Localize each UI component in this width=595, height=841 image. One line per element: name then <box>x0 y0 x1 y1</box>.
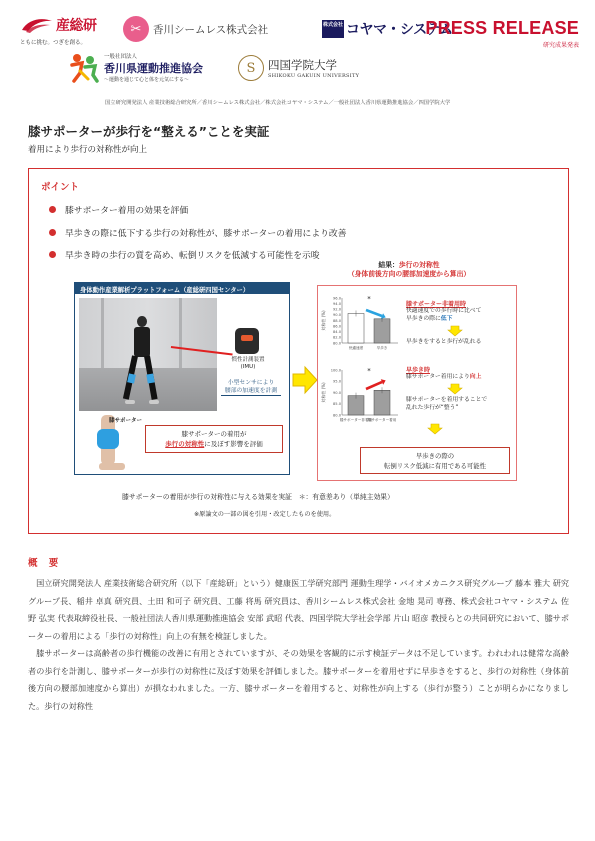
point-item <box>49 248 347 261</box>
trend-arrow <box>366 310 382 316</box>
page-subtitle: 着用により歩行の対称性が向上 <box>28 145 148 155</box>
press-release-title: PRESS RELEASE <box>425 18 579 38</box>
y-axis-label: 対称性 (%) <box>321 382 326 403</box>
shikoku-gakuin-logo <box>238 55 359 81</box>
university-name: 四国学院大学 <box>268 58 337 72</box>
y-tick-label: 80.0 <box>332 341 341 346</box>
point-item <box>49 203 347 216</box>
kagawa-name: 香川シームレス株式会社 <box>153 23 269 36</box>
y-tick-label: 84.0 <box>332 330 341 335</box>
kagawa-sports-association-logo <box>68 52 203 83</box>
brace-description: 膝サポーター着用により向上 <box>406 374 482 380</box>
point-text: 膝サポーター着用の効果を評価 <box>65 206 189 216</box>
aist-swoosh-icon <box>20 17 54 33</box>
university-name-en: SHIKOKU GAKUIN UNIVERSITY <box>268 73 360 79</box>
kagawa-mark-icon: ✂ <box>123 16 149 42</box>
x-tick-label: 早歩き <box>376 346 388 350</box>
no-brace-description: 快適速度での歩行時に比べて 早歩きの際に低下 <box>406 308 482 322</box>
point-item <box>49 226 347 239</box>
experiment-caption: 膝サポーターの着用が 歩行の対称性に及ぼす影響を評価 <box>145 425 283 453</box>
bar <box>348 313 364 343</box>
page-title: 膝サポーターが歩行を“整える”ことを実証 <box>28 124 270 139</box>
result-figure <box>317 285 517 481</box>
significance-star: * <box>367 295 371 303</box>
down-arrow-icon <box>428 424 442 434</box>
points-box <box>28 168 569 534</box>
y-tick-label: 96.0 <box>332 296 341 301</box>
experiment-figure <box>74 282 290 475</box>
aist-tagline: ともに挑む。つぎを創る。 <box>20 40 87 46</box>
y-tick-label: 86.0 <box>332 324 341 329</box>
koyama-name: コヤマ・システム <box>346 22 453 38</box>
bar <box>374 390 390 415</box>
koyama-mark: 株式会社 <box>322 20 344 38</box>
y-tick-label: 85.0 <box>332 402 341 407</box>
association-tagline: 〜運動を通じて心と体を元気にする〜 <box>104 77 190 83</box>
x-tick-label: 快適速度 <box>348 346 364 350</box>
bullet-dot-icon <box>49 229 56 236</box>
figure-source-note: ※原論文の一部の図を引用・改定したものを使用。 <box>194 511 336 518</box>
trend-arrow <box>366 382 382 389</box>
y-tick-label: 88.0 <box>332 318 341 323</box>
walking-photo <box>79 298 217 411</box>
point-text: 早歩きの際に低下する歩行の対称性が、膝サポーターの着用により改善 <box>65 228 347 239</box>
y-tick-label: 90.0 <box>332 390 341 395</box>
knee-brace-label: 膝サポーター <box>109 418 143 424</box>
overview-heading: 概 要 <box>28 558 63 569</box>
figure-caption: 膝サポーターの着用が歩行の対称性に与える効果を実証 ＊：有意差あり（単純主効果） <box>122 493 394 501</box>
y-tick-label: 92.0 <box>332 307 341 312</box>
sensor-note: 小型センサにより 腰部の加速度を計測 <box>221 380 281 396</box>
brace-conclusion: 膝サポーターを着用することで 乱れた歩行が“整う” <box>406 397 488 411</box>
y-tick-label: 80.0 <box>332 413 341 418</box>
points-heading: ポイント <box>41 182 80 193</box>
significance-star: * <box>367 367 371 375</box>
points-list <box>49 203 347 271</box>
x-tick-label: 膝サポーター非着用 <box>339 418 373 422</box>
overview-body <box>28 575 569 715</box>
down-arrow-icon <box>448 384 462 394</box>
y-tick-label: 82.0 <box>332 335 341 340</box>
bullet-dot-icon <box>49 206 56 213</box>
no-brace-conclusion: 早歩きをすると歩行が乱れる <box>406 339 482 345</box>
experiment-figure-header: 身体動作産業解析プラットフォーム（産総研四国センター） <box>75 283 289 294</box>
right-arrow-icon <box>293 367 317 393</box>
association-type: 一般社団法人 <box>104 54 138 60</box>
imu-device-icon <box>235 328 259 354</box>
organization-line: 国立研究開発法人 産業技術総合研究所／香川シームレス株式会社／株式会社コヤマ・システム／一般社団法人香川県運動推進協会／四国学院大学 <box>105 100 451 106</box>
running-people-icon <box>68 53 100 83</box>
imu-label: 慣性計測装置 (IMU) <box>231 357 265 370</box>
press-release-label <box>425 18 579 49</box>
university-seal-icon: S <box>238 55 264 81</box>
y-tick-label: 100.0 <box>330 368 341 373</box>
x-tick-label: 膝サポーター着用 <box>367 418 397 422</box>
result-heading: 結果：歩行の対称性 （身体前後方向の腰部加速度から算出） <box>347 261 471 278</box>
y-tick-label: 90.0 <box>332 313 341 318</box>
caption-highlight: 歩行の対称性 <box>165 440 205 448</box>
overview-paragraph: 国立研究開発法人 産業技術総合研究所（以下「産総研」という）健康医工学研究部門 運動生理学・バイオメカニクス研究グループ 藤本 雅大 研究グループ長、稲井 卓真 研究員、土田 和可子 研究員、工藤 将馬 研究員は、香川シームレス株式会社 金地 晃司 専務、株式会社コヤマ・システム 佐野 弘実 代表取締役社長、一般社団法人香川県運動推進協会 安部 武昭 代表、四国学院大学社会学部 片山 昭彦 教授らとの共同研究において、膝サポーターの着用による「歩行の対称性」向上の有無を検証しました。 <box>28 578 569 641</box>
point-text: 早歩き時の歩行の質を高め、転倒リスクを低減する可能性を示唆 <box>65 251 320 261</box>
press-release-subtitle: 研究成果発表 <box>542 42 579 49</box>
down-arrow-icon <box>448 326 462 336</box>
y-axis-label: 対称性 (%) <box>321 310 326 331</box>
walking-person-image <box>127 316 157 408</box>
aist-logo <box>20 15 115 46</box>
no-brace-title: 膝サポーター非着用時 <box>406 301 467 308</box>
aist-name: 産総研 <box>56 18 97 34</box>
fast-walk-title: 早歩き時 <box>406 367 431 374</box>
bar <box>374 319 390 343</box>
y-tick-label: 95.0 <box>332 379 341 384</box>
kagawa-seamless-logo <box>123 16 268 42</box>
overview-paragraph: 膝サポーターは高齢者の歩行機能の改善に有用とされていますが、その効果を客観的に示す検証データは不足しています。われわれは健常な高齢者の歩行を計測し、膝サポーターが歩行の対称性に及ぼす効果を評価しました。膝サポーターを着用せずに早歩きをすると、歩行の対称性（身体前後方向の腰部加速度から算出）が損なわれました。一方、膝サポーターを着用すると、対称性が向上する（歩行が整う）ことが明らかになりました。歩行の対称性 <box>28 648 569 711</box>
result-summary-box: 早歩きの際の 転倒リスク低減に有用である可能性 <box>360 447 510 474</box>
symmetry-charts <box>322 290 402 436</box>
bullet-dot-icon <box>49 251 56 258</box>
association-name: 香川県運動推進協会 <box>104 62 203 75</box>
y-tick-label: 94.0 <box>332 301 341 306</box>
